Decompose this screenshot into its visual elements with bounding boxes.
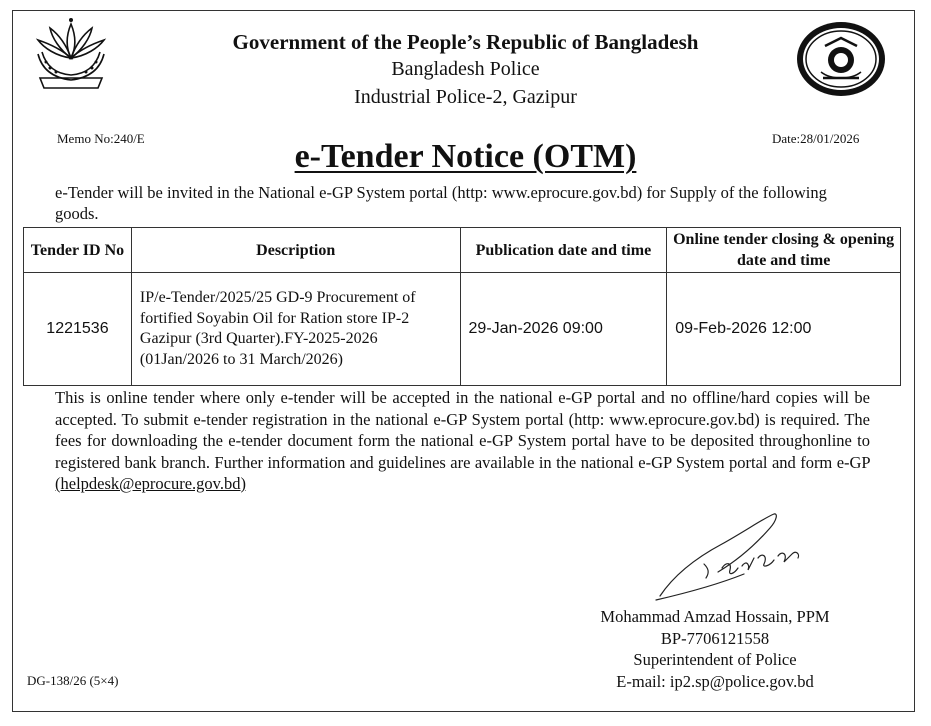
cell-publication-date: 29-Jan-2026 09:00	[460, 273, 667, 386]
body-text: This is online tender where only e-tender will be accepted in the national e-GP portal and no offline/hard copies will be accepted. To submit e-tender registration in the national e-GP System portal (http: www.eprocure.gov.bd) is required. The fees for downloading the e-tender document form the national e-GP System portal have to be deposited throughonline to registered bank branch. Further information and guidelines are available in the national e-GP System portal and form e-GP	[55, 388, 870, 472]
body-paragraph	[55, 387, 870, 495]
handwritten-signature	[652, 508, 822, 603]
unit-name: Industrial Police-2, Gazipur	[354, 86, 577, 108]
signature-block	[560, 606, 870, 692]
signatory-name: Mohammad Amzad Hossain, PPM	[600, 607, 830, 626]
table-header-row	[24, 228, 901, 273]
table-row	[24, 273, 901, 386]
department-name: Bangladesh Police	[391, 58, 540, 80]
signatory-bp-number: BP-7706121558	[660, 628, 770, 648]
signatory-designation: Superintendent of Police	[633, 650, 797, 669]
page-title-text: e-Tender Notice (OTM)	[294, 138, 637, 175]
tender-table	[23, 227, 901, 386]
memo-date: Date:28/01/2026	[772, 131, 860, 146]
page-title	[0, 138, 931, 176]
cell-tender-id: 1221536	[24, 273, 132, 386]
helpdesk-email-link[interactable]: (helpdesk@eprocure.gov.bd)	[55, 474, 246, 493]
header-publication-date: Publication date and time	[460, 228, 667, 273]
government-name: Government of the People’s Republic of Bangladesh	[232, 30, 699, 54]
cell-closing-date: 09-Feb-2026 12:00	[667, 273, 901, 386]
header-tender-id: Tender ID No	[24, 228, 132, 273]
header-description: Description	[131, 228, 460, 273]
footer-code: DG-138/26 (5×4)	[27, 673, 119, 688]
intro-paragraph: e-Tender will be invited in the National e-GP System portal (http: www.eprocure.gov.bd) for Supply of the following goods.	[55, 183, 827, 223]
signatory-email[interactable]: E-mail: ip2.sp@police.gov.bd	[616, 671, 814, 691]
memo-number: Memo No:240/E	[57, 131, 145, 146]
cell-description: IP/e-Tender/2025/25 GD-9 Procurement of fortified Soyabin Oil for Ration store IP-2 Gazipur (3rd Quarter).FY-2025-2026 (01Jan/2026 to 31 March/2026)	[131, 273, 460, 386]
header-closing-date: Online tender closing & opening date and time	[667, 228, 901, 273]
